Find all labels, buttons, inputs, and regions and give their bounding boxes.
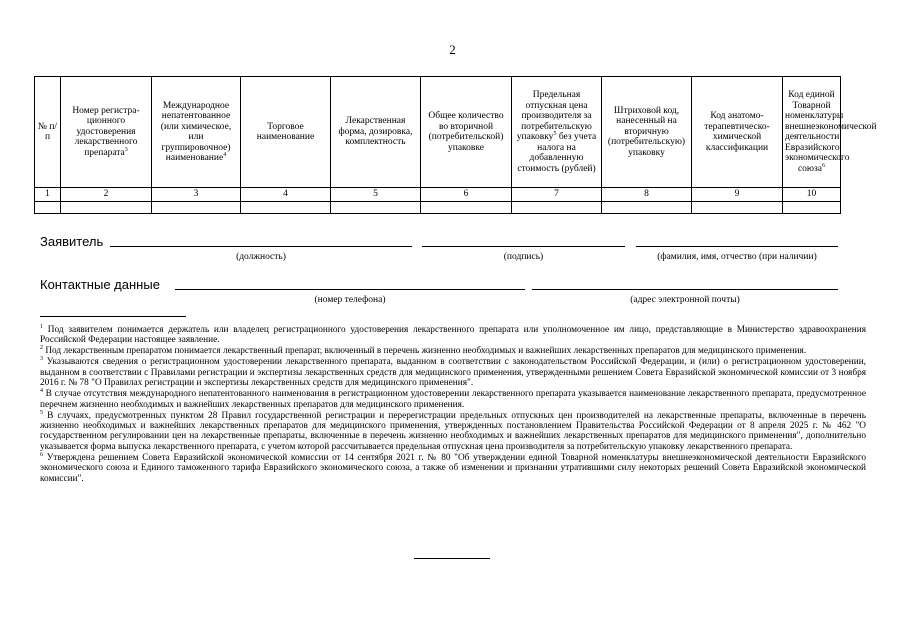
signature-caption: (подпись) [503, 252, 544, 262]
registration-table [34, 76, 877, 214]
table-cell[interactable] [61, 202, 152, 214]
footnote: $^6$ Утверждена решением Совета Евразийской экономической комиссии от 14 сентября 2021 г. № 80 "Об утверждении единой Товарной номенклатуры внешнеэкономической деятельности Евразийского экономического союза и Единого таможенного тарифа Евразийского экономического союза, а также об изменении и признании утратившими силу некоторых решений Совета Евразийской экономической комиссии". [40, 451, 867, 484]
position-field[interactable] [110, 246, 412, 247]
full-name-caption: (фамилия, имя, отчество (при наличии) [657, 252, 817, 262]
page-number: 2 [449, 42, 456, 57]
column-number: 10 [783, 188, 841, 202]
header-cell-8: Штриховой код, нанесенный на вторичную (потребительскую) упаковку [602, 77, 692, 188]
header-cell-4: Торговое наименование [241, 77, 331, 188]
table-cell[interactable] [241, 202, 331, 214]
header-cell-1: № п/п [35, 77, 61, 188]
table-cell[interactable] [35, 202, 61, 214]
email-caption: (адрес электронной почты) [630, 295, 740, 305]
position-caption: (должность) [236, 252, 286, 262]
column-number-row [35, 188, 841, 202]
email-field[interactable] [532, 289, 838, 290]
footnote: $^3$ Указываются сведения о регистрационном удостоверении лекарственного препарата, выданном в соответствии с законодательством Российской Федерации, и (или) о регистрационном удостоверении, выданном в соответствии с Правилами регистрации и экспертизы лекарственных средств для медицинского применения, утвержденными решением Совета Евразийской экономической комиссии от 3 ноября 2016 г. № 78 "О Правилах регистрации и экспертизы лекарственных средств для медицинского применения". [40, 356, 866, 389]
table-row-empty [35, 202, 841, 214]
phone-caption: (номер телефона) [314, 295, 386, 305]
column-number: 9 [692, 188, 783, 202]
table-cell[interactable] [602, 202, 692, 214]
column-number: 7 [512, 188, 602, 202]
phone-field[interactable] [175, 289, 525, 290]
table-cell[interactable] [331, 202, 421, 214]
footnote: $^1$ Под заявителем понимается держатель или владелец регистрационного удостоверения лекарственного препарата или уполномоченное им лицо, представляющие в Министерство здравоохранения Российской Федерации настоящее заявление. [40, 323, 866, 346]
table-cell[interactable] [692, 202, 783, 214]
header-cell-7: Предельная отпускная цена производителя за потребительскую упаковку$^5$ без учета налога на добавленную стоимость (рублей) [512, 77, 602, 188]
header-cell-5: Лекарственная форма, дозировка, комплектность [331, 77, 421, 188]
table-cell[interactable] [783, 202, 841, 214]
header-cell-6: Общее количество во вторичной (потребительской) упаковке [421, 77, 512, 188]
column-number: 8 [602, 188, 692, 202]
column-number: 2 [61, 188, 152, 202]
signature-field[interactable] [422, 246, 625, 247]
table-header-row [35, 77, 841, 188]
header-cell-10: Код единой Товарной номенклатуры внешнеэкономической деятельности Евразийского экономического союза$^6$ [783, 77, 841, 188]
column-number: 1 [35, 188, 61, 202]
footnote: $^5$ В случаях, предусмотренных пунктом 28 Правил государственной регистрации и перерегистрации предельных отпускных цен производителей на лекарственные препараты, включенные в перечень жизненно необходимых и важнейших лекарственных препаратов для медицинского применения, утвержденных постановлением Правительства Российской Федерации от 8 апреля 2025 г. № 462 "О государственном регулировании цен на лекарственные препараты, включенные в перечень жизненно необходимых и важнейших лекарственных препаратов для медицинского применения", дополнительно указывается форма выпуска лекарственного препарата, с учетом которой рассчитывается предельная отпускная цена производителя за потребительскую упаковку лекарственного препарата. [40, 409, 866, 452]
table-cell[interactable] [152, 202, 241, 214]
applicant-label: Заявитель [40, 234, 104, 249]
footnote: $^2$ Под лекарственным препаратом понимается лекарственный препарат, включенный в перечень жизненно необходимых и важнейших лекарственных препаратов для медицинского применения. [40, 345, 807, 357]
footnote-separator [40, 316, 186, 317]
column-number: 5 [331, 188, 421, 202]
table-cell[interactable] [421, 202, 512, 214]
full-name-field[interactable] [636, 246, 838, 247]
footnote: $^4$ В случае отсутствия международного непатентованного наименования в регистрационном удостоверении лекарственного препарата указывается наименование лекарственного препарата, предусмотренное перечнем жизненно необходимых и важнейших лекарственных препаратов для медицинского применения. [40, 388, 866, 410]
footnotes [40, 325, 866, 485]
end-separator [414, 558, 490, 559]
table-cell[interactable] [512, 202, 602, 214]
header-cell-2: Номер регистра-ционного удостоверения лекарственного препарата$^3$ [61, 77, 152, 188]
column-number: 3 [152, 188, 241, 202]
header-cell-3: Международное непатентованное (или химическое, или группировочное) наименование$^4$ [152, 77, 241, 188]
contacts-label: Контактные данные [40, 277, 160, 292]
header-cell-9: Код анатомо-терапевтическо-химической классификации [692, 77, 783, 188]
column-number: 4 [241, 188, 331, 202]
column-number: 6 [421, 188, 512, 202]
